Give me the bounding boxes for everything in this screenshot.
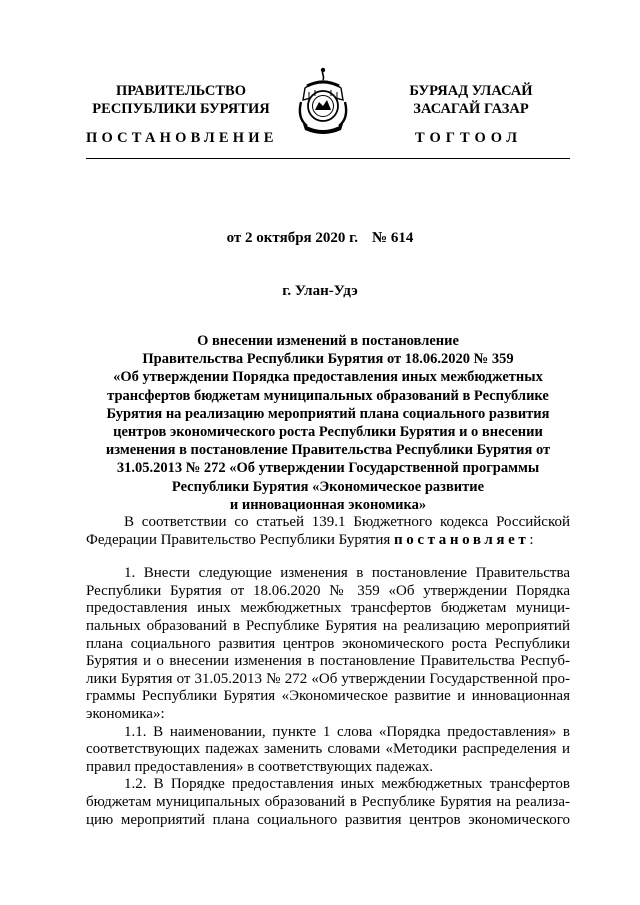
- title-line: изменения в постановление Правительства Республики Бурятия от: [105, 442, 551, 459]
- paragraph-line: соответствующих падежах заменить словами «Методики распределения и: [86, 741, 570, 758]
- paragraph-line: экономика»:: [86, 705, 165, 722]
- resolution-keyword: постановляет: [394, 531, 530, 548]
- title-line: Республики Бурятия «Экономическое развитие: [171, 478, 485, 495]
- header-right-line-2: ЗАСАГАЙ ГАЗАР: [413, 101, 529, 117]
- paragraph-1: [86, 565, 570, 723]
- title-line: О внесении изменений в постановление: [197, 333, 459, 349]
- preamble-line: В соответствии со статьей 139.1 Бюджетного кодекса Российской: [124, 514, 570, 530]
- paragraph-line: Республики Бурятия от 18.06.2020 № 359 «Об утверждении Порядка: [86, 582, 570, 599]
- paragraph-line: 1.2. В Порядке предоставления иных межбюджетных трансфертов: [124, 776, 570, 793]
- title-line: «Об утверждении Порядка предоставления иных межбюджетных: [113, 369, 543, 386]
- header-right-org: [378, 82, 564, 118]
- paragraph-line: 1.1. В наименовании, пункте 1 слова «Порядка предоставления» в: [124, 723, 570, 740]
- paragraph-line: предоставления иных межбюджетных трансфертов бюджетам муници-: [86, 600, 570, 617]
- paragraph-line: бюджетам муниципальных образований в Республике Бурятия на реализа-: [86, 793, 570, 810]
- paragraph-line: Бурятия и о внесении изменения в постановление Правительства Респуб-: [86, 653, 570, 670]
- document-number: № 614: [372, 230, 414, 246]
- preamble-colon: :: [529, 531, 534, 548]
- header-left-org: [88, 82, 274, 118]
- document-date: от 2 октября 2020 г.: [226, 230, 359, 246]
- title-line: и инновационная экономика»: [229, 496, 427, 513]
- title-line: центров экономического роста Республики Бурятия и о внесении: [113, 424, 543, 441]
- title-line: трансфертов бюджетам муниципальных образований в Республике: [107, 387, 549, 404]
- document-city: г. Улан-Удэ: [282, 283, 358, 299]
- paragraph-line: цию мероприятий плана социального развития центров экономического: [86, 811, 570, 828]
- preamble-line: [86, 532, 570, 550]
- doc-type-right: ТОГТООЛ: [415, 130, 523, 146]
- paragraph-line: плана социального развития центров экономического роста Республики: [86, 635, 570, 652]
- coat-of-arms-emblem-icon: [295, 66, 351, 136]
- paragraph-line: граммы Республики Бурятия «Экономическое развитие и инновационная: [86, 688, 570, 705]
- paragraph-1-1: [86, 724, 570, 777]
- paragraph-line: 1. Внести следующие изменения в постановление Правительства: [124, 565, 570, 582]
- paragraph-line: лики Бурятия от 31.05.2013 № 272 «Об утверждении Государственной про-: [86, 670, 570, 687]
- document-date-line: [0, 230, 640, 247]
- preamble-paragraph: [86, 514, 570, 549]
- title-line: Бурятия на реализацию мероприятий плана социального развития: [106, 405, 550, 422]
- header-right-line-1: БУРЯАД УЛАСАЙ: [409, 83, 533, 99]
- title-line: 31.05.2013 № 272 «Об утверждении Государственной программы: [116, 460, 540, 477]
- document-body: [86, 514, 570, 829]
- title-line: Правительства Республики Бурятия от 18.06.2020 № 359: [142, 351, 514, 368]
- paragraph-line: правил предоставления» в соответствующих падежах.: [86, 758, 434, 775]
- header-left-line-2: РЕСПУБЛИКИ БУРЯТИЯ: [92, 101, 270, 117]
- document-title: [86, 332, 570, 514]
- header-divider: [86, 158, 570, 159]
- paragraph-line: пальных образований в Республике Бурятия на реализацию мероприятий: [86, 617, 570, 634]
- header-left-line-1: ПРАВИТЕЛЬСТВО: [116, 83, 246, 99]
- paragraph-1-2: [86, 776, 570, 829]
- doc-type-left: ПОСТАНОВЛЕНИЕ: [86, 130, 278, 146]
- preamble-text: Федерации Правительство Республики Бурятия: [86, 531, 391, 548]
